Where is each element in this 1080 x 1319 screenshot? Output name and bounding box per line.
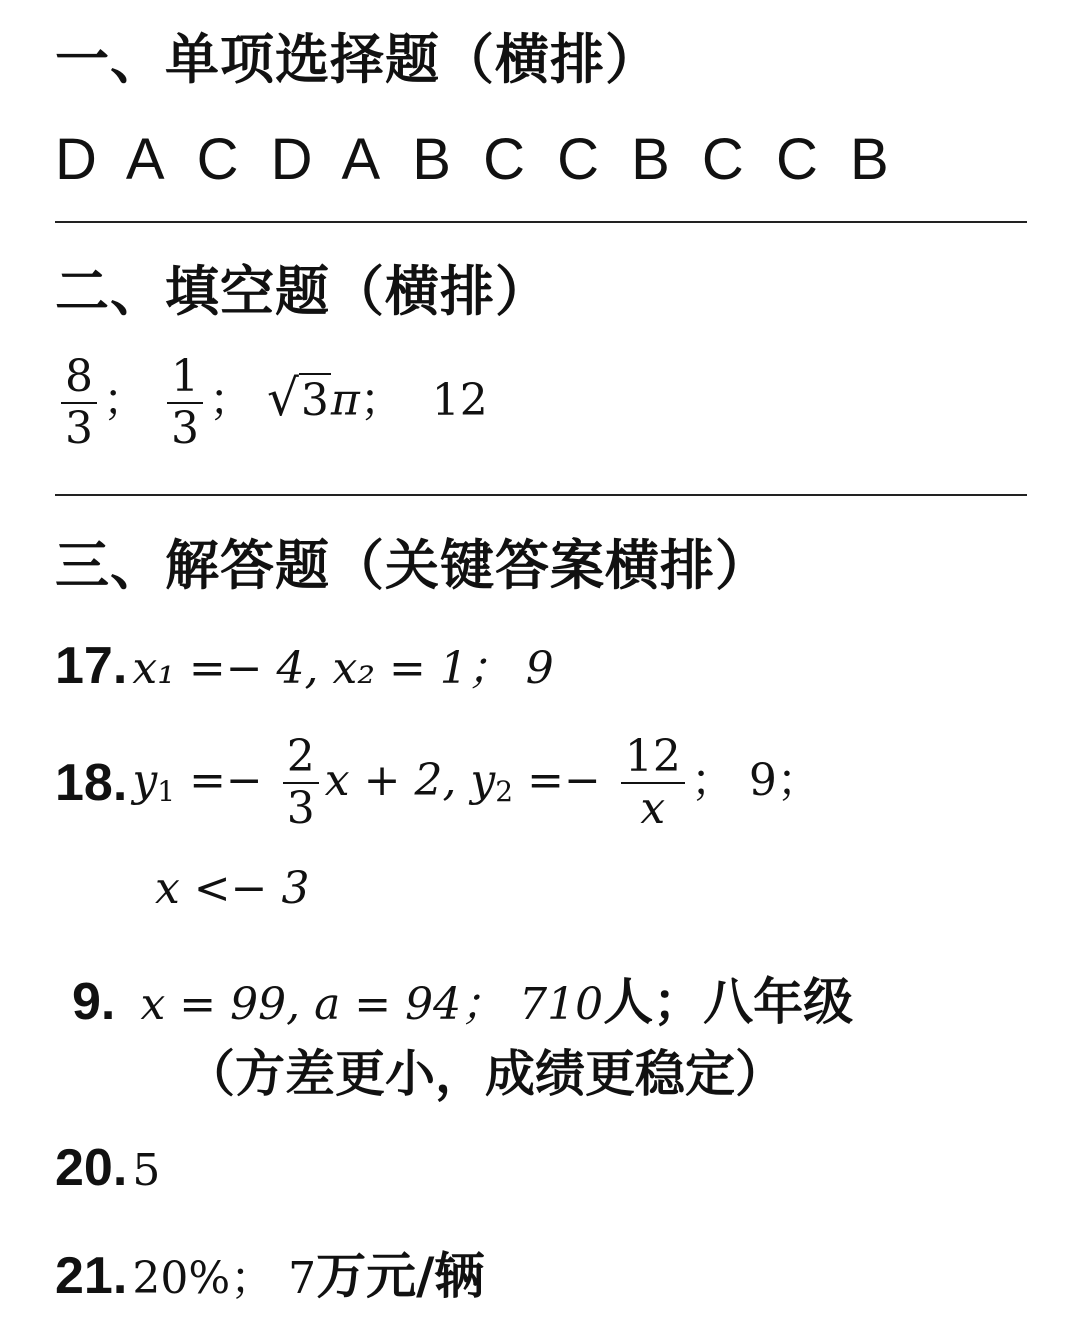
fraction-denominator: 3: [171, 403, 199, 454]
radicand: 3: [300, 374, 329, 426]
fill-blank-answers: [55, 352, 488, 454]
fraction-numerator: 12: [624, 731, 681, 782]
choice-answer: A: [341, 127, 383, 192]
fraction: [283, 732, 319, 834]
q19-line2: （方差更小，成绩更稳定）: [185, 1045, 785, 1103]
q19-text: 人；八年级: [603, 973, 854, 1031]
fraction: [621, 732, 685, 834]
pi-symbol: π: [330, 374, 360, 426]
choice-answer: B: [631, 127, 672, 192]
choice-answers: [55, 128, 903, 192]
q21-row: [55, 1236, 484, 1308]
linear-term: x + 2,: [324, 754, 471, 806]
section2-title: 二、填空题（横排）: [55, 260, 550, 323]
choice-answer: B: [412, 127, 453, 192]
q18-tail: ； 9；: [690, 754, 821, 806]
equals-minus: =−: [513, 754, 615, 806]
choice-answer: C: [196, 127, 241, 192]
fraction-numerator: 8: [65, 351, 93, 402]
divider: [55, 221, 1027, 223]
choice-answer: B: [849, 127, 891, 192]
q17-row: [55, 636, 554, 696]
fraction-numerator: 1: [171, 351, 199, 402]
q18-answer: [132, 731, 821, 834]
question-number: 18.: [55, 754, 128, 812]
choice-answer: C: [701, 127, 746, 192]
fraction-denominator: 3: [65, 403, 93, 454]
square-root: [267, 368, 331, 427]
choice-answer: D: [55, 127, 99, 192]
y-variable: y: [470, 754, 496, 806]
question-number: 20.: [55, 1139, 128, 1197]
separator: ；: [359, 374, 404, 426]
choice-answer: C: [775, 127, 820, 192]
equals-minus: =−: [175, 754, 277, 806]
choice-answer: C: [557, 127, 601, 192]
radical-sign: √: [267, 368, 299, 427]
separator: ；: [209, 374, 253, 426]
q19-math: x = 99, a = 94； 710: [140, 979, 604, 1030]
fraction-denominator: 3: [286, 783, 315, 834]
q20-answer: 5: [132, 1145, 161, 1196]
fraction: [61, 352, 97, 454]
q20-row: [55, 1138, 160, 1198]
q21-text: 万元/辆: [316, 1247, 485, 1305]
divider: [55, 494, 1027, 496]
blank4-answer: 12: [431, 374, 488, 426]
separator: ；: [103, 374, 147, 426]
q17-answer: x₁ =− 4, x₂ = 1； 9: [132, 643, 554, 694]
choice-answer: A: [125, 127, 167, 192]
choice-answer: D: [270, 127, 315, 192]
y-variable: y: [132, 754, 158, 806]
fraction: [167, 352, 203, 454]
question-number: 21.: [55, 1247, 128, 1305]
q18-row: [55, 732, 821, 834]
q19-row: [72, 962, 853, 1034]
section3-title: 三、解答题（关键答案横排）: [55, 534, 770, 597]
subscript: 2: [495, 774, 514, 808]
question-number: 17.: [55, 637, 128, 695]
subscript: 1: [157, 774, 176, 808]
choice-answer: C: [483, 127, 527, 192]
fraction-denominator: x: [640, 783, 666, 834]
question-number: 9.: [72, 973, 116, 1031]
section1-title: 一、单项选择题（横排）: [55, 28, 660, 91]
q21-math: 20%； 7: [132, 1253, 317, 1304]
fraction-numerator: 2: [286, 731, 315, 782]
q18-line2: x <− 3: [155, 863, 310, 914]
